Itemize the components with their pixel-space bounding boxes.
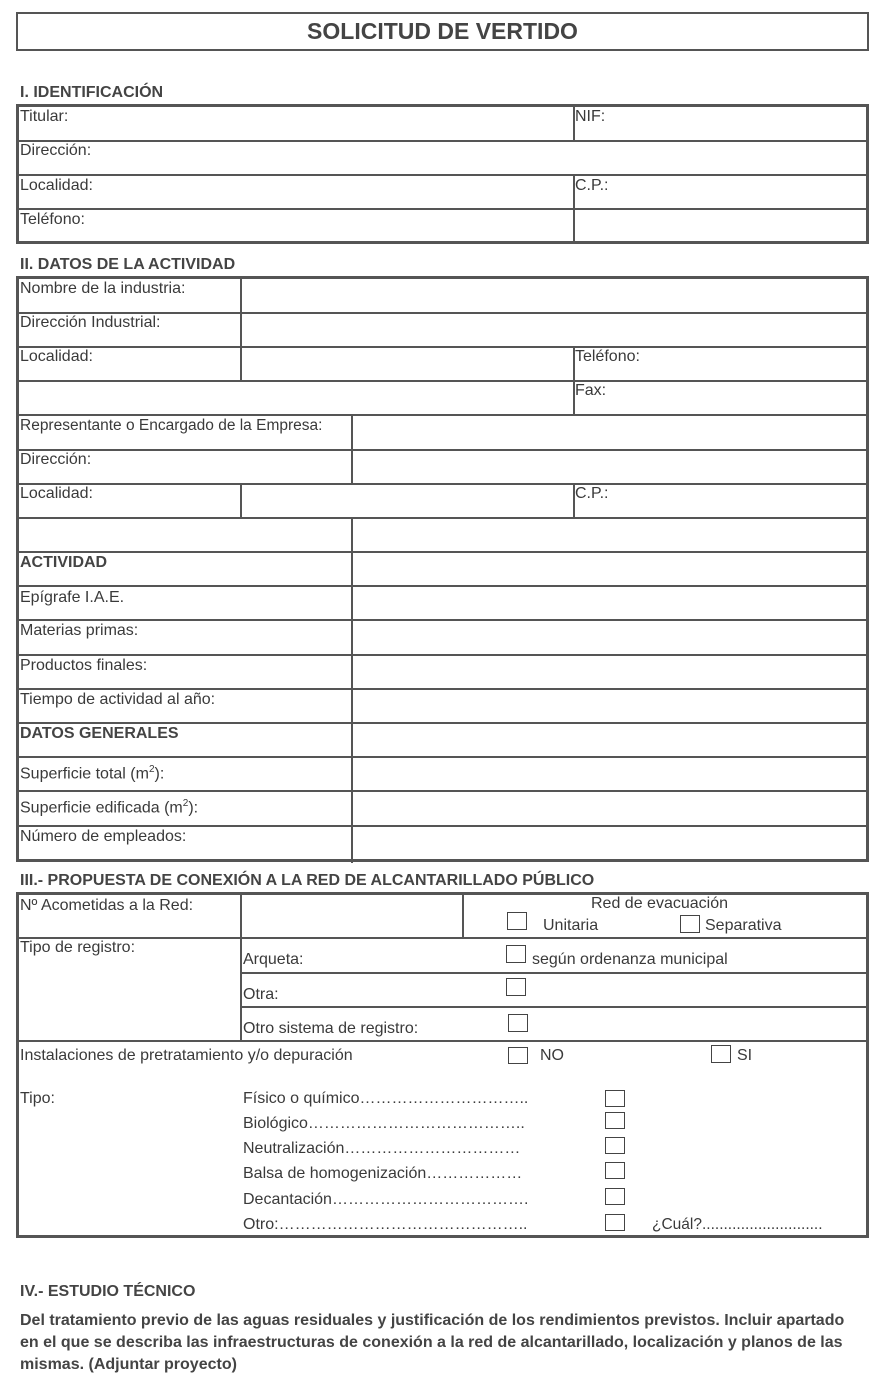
datos-generales-heading: DATOS GENERALES — [20, 725, 179, 742]
separativa-checkbox[interactable] — [680, 915, 700, 933]
tipo-item: Físico o químico………………………….. — [243, 1090, 529, 1107]
identification-table — [16, 104, 869, 244]
tipo-item: Decantación………………………………. — [243, 1191, 529, 1208]
section-4-header: IV.- ESTUDIO TÉCNICO — [20, 1283, 196, 1300]
no-checkbox[interactable] — [508, 1047, 528, 1064]
nif-label: NIF: — [575, 108, 606, 125]
section-3-header: III.- PROPUESTA DE CONEXIÓN A LA RED DE ALCANTARILLADO PÚBLICO — [20, 872, 595, 889]
arqueta-checkbox[interactable] — [506, 945, 526, 963]
otra-checkbox[interactable] — [506, 978, 526, 996]
page-title: SOLICITUD DE VERTIDO — [16, 12, 869, 51]
superficie-total-label: Superficie total $(m^2)$: — [20, 764, 165, 783]
localidad-label: Localidad: — [20, 348, 93, 365]
tipo-registro-label: Tipo de registro: — [20, 939, 136, 956]
si-label: SI — [737, 1047, 753, 1064]
nombre-industria-label: Nombre de la industria: — [20, 280, 186, 297]
cual-label: ¿Cuál?............................ — [652, 1216, 823, 1233]
segun-ordenanza-label: según ordenanza municipal — [532, 951, 728, 968]
productos-label: Productos finales: — [20, 657, 148, 674]
instalaciones-label: Instalaciones de pretratamiento y/o depuración — [20, 1047, 353, 1064]
telefono-label: Teléfono: — [575, 348, 640, 365]
tipo-checkbox[interactable] — [605, 1214, 625, 1231]
materias-label: Materias primas: — [20, 622, 139, 639]
no-label: NO — [540, 1047, 564, 1064]
superficie-edificada-label: Superficie edificada $(m^2)$: — [20, 798, 199, 817]
arqueta-label: Arqueta: — [243, 951, 304, 968]
otro-sistema-checkbox[interactable] — [508, 1014, 528, 1032]
direccion-industrial-label: Dirección Industrial: — [20, 314, 161, 331]
epigrafe-label: Epígrafe I.A.E. — [20, 589, 125, 606]
cp-rep-label: C.P.: — [575, 485, 609, 502]
red-evacuacion-label: Red de evacuación — [591, 895, 728, 912]
tipo-item: Otro:……………………………………….. — [243, 1216, 528, 1233]
section-4-text: Del tratamiento previo de las aguas residuales y justificación de los rendimientos previstos. Incluir apartado en el que se describa las infraestructuras de conexión a la red de alcantarillado, localización y planos de las mismas. (Adjuntar proyecto) — [20, 1312, 845, 1373]
tipo-item: Biológico………………………………….. — [243, 1115, 525, 1132]
direccion-rep-label: Dirección: — [20, 451, 92, 468]
localidad-rep-label: Localidad: — [20, 485, 93, 502]
direccion-label: Dirección: — [20, 142, 92, 159]
titular-label: Titular: — [20, 108, 69, 125]
unitaria-label: Unitaria — [543, 917, 599, 934]
section-2-header: II. DATOS DE LA ACTIVIDAD — [20, 256, 236, 273]
telefono-label: Teléfono: — [20, 211, 85, 228]
otro-sistema-label: Otro sistema de registro: — [243, 1020, 419, 1037]
cp-label: C.P.: — [575, 177, 609, 194]
representante-label: Representante o Encargado de la Empresa: — [20, 417, 323, 434]
tipo-item: Neutralización…………………………… — [243, 1140, 521, 1157]
actividad-heading: ACTIVIDAD — [20, 554, 108, 571]
connection-table — [16, 892, 869, 1238]
tiempo-label: Tiempo de actividad al año: — [20, 691, 216, 708]
empleados-label: Número de empleados: — [20, 828, 187, 845]
acometidas-label: Nº Acometidas a la Red: — [20, 897, 194, 914]
tipo-label: Tipo: — [20, 1090, 55, 1107]
si-checkbox[interactable] — [711, 1045, 731, 1063]
unitaria-checkbox[interactable] — [507, 912, 527, 930]
separativa-label: Separativa — [705, 917, 782, 934]
otra-label: Otra: — [243, 986, 279, 1003]
tipo-checkbox[interactable] — [605, 1162, 625, 1179]
tipo-checkbox[interactable] — [605, 1188, 625, 1205]
tipo-checkbox[interactable] — [605, 1137, 625, 1154]
tipo-checkbox[interactable] — [605, 1090, 625, 1107]
section-1-header: I. IDENTIFICACIÓN — [20, 84, 164, 101]
tipo-item: Balsa de homogenización……………… — [243, 1165, 523, 1182]
fax-label: Fax: — [575, 382, 607, 399]
tipo-checkbox[interactable] — [605, 1112, 625, 1129]
localidad-label: Localidad: — [20, 177, 93, 194]
